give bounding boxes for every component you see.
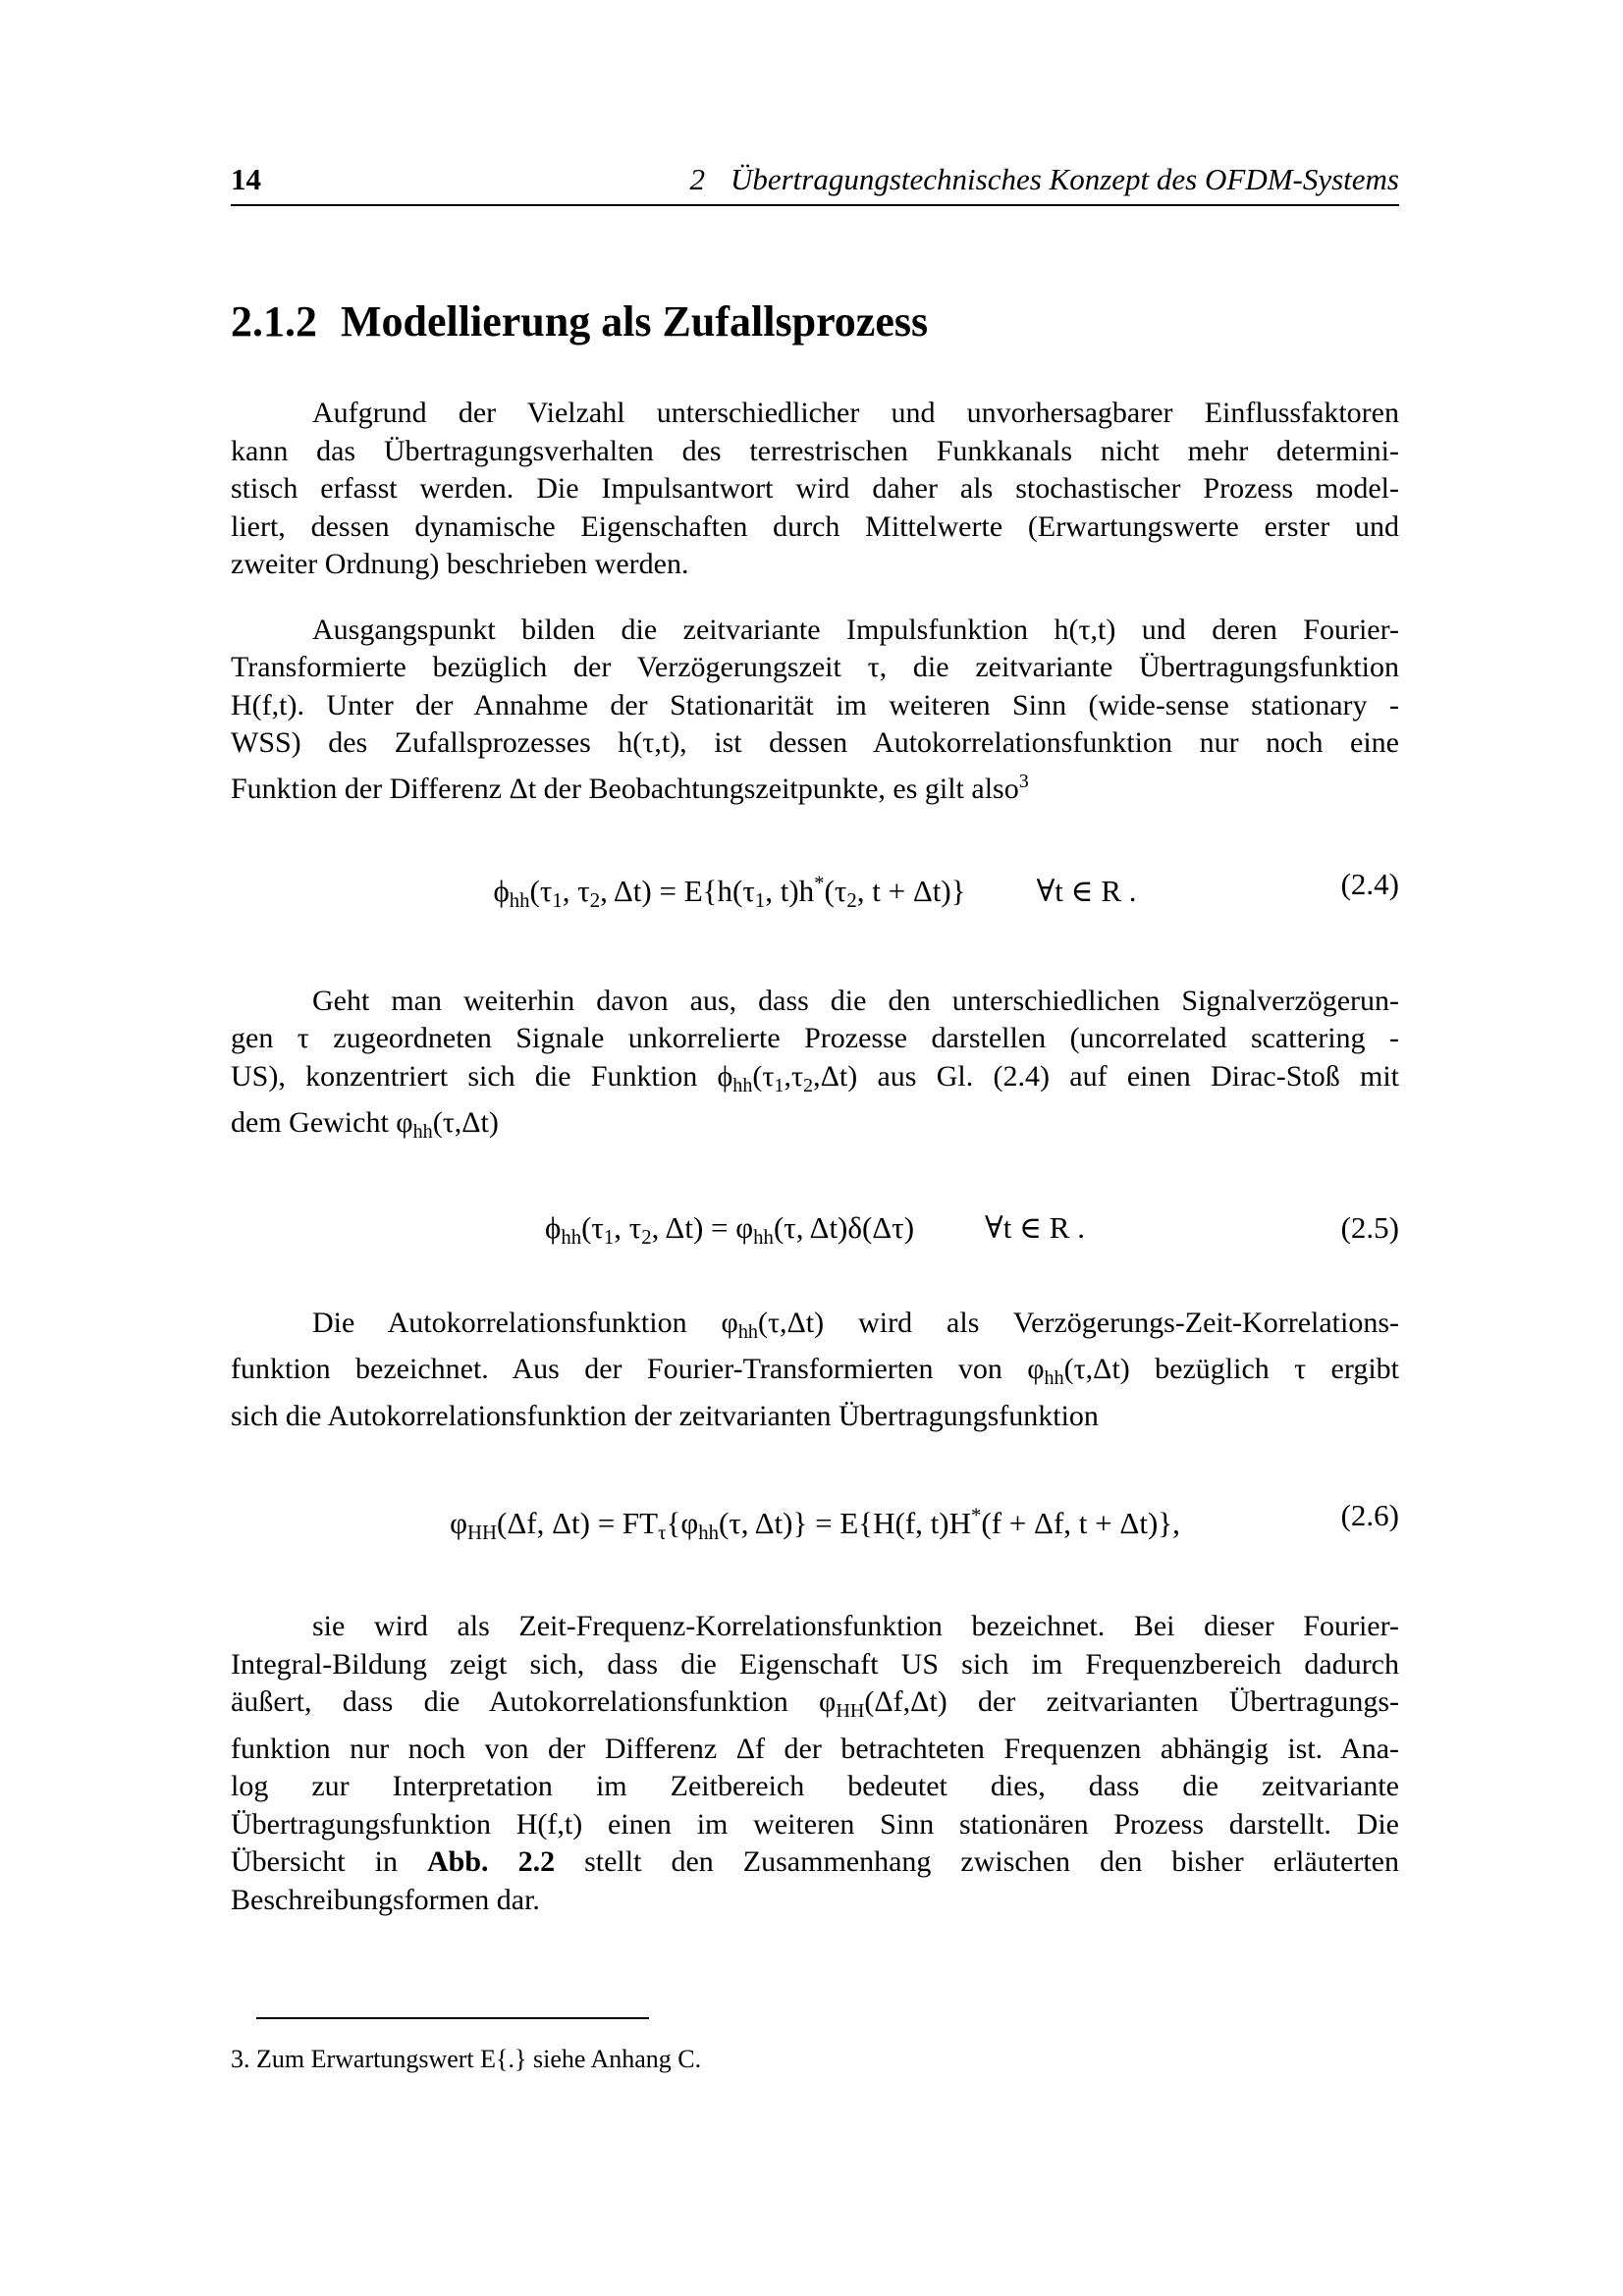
text-segment: , t)h xyxy=(765,874,815,909)
text-segment: hh xyxy=(753,1225,774,1249)
page-number: 14 xyxy=(231,162,261,196)
text-segment: Beschreibungsformen dar. xyxy=(231,1883,540,1916)
text-segment: {φ xyxy=(666,1505,699,1540)
text-line xyxy=(231,1768,1399,1806)
text-segment: ϕ xyxy=(493,874,510,909)
text-segment: , τ xyxy=(562,874,590,909)
running-head-chapter-number: 2 xyxy=(689,162,705,196)
text-segment: stellt den Zusammenhang zwischen den bisher erläuterten xyxy=(555,1845,1399,1879)
text-segment: HH xyxy=(836,1700,865,1723)
text-segment: Abb. 2.2 xyxy=(427,1845,556,1879)
text-segment: sich die Autokorrelationsfunktion der zeitvarianten Übertragungsfunktion xyxy=(231,1399,1099,1432)
equation xyxy=(231,1201,1399,1265)
text-segment: φ xyxy=(450,1505,467,1540)
text-line xyxy=(231,1882,1399,1920)
text-segment: 1 xyxy=(552,889,563,913)
equation-number: (2.6) xyxy=(1340,1498,1399,1533)
text-segment: * xyxy=(814,873,825,896)
equation-number: (2.4) xyxy=(1340,867,1399,902)
text-line xyxy=(231,612,1399,650)
text-segment: hh xyxy=(732,1074,753,1096)
text-segment: (τ xyxy=(824,874,847,909)
running-head xyxy=(689,163,1399,196)
text-segment: Geht man weiterhin davon aus, dass die den unterschiedlichen Signalverzögerun- xyxy=(312,984,1399,1017)
text-segment: Aufgrund der Vielzahl unterschiedlicher und unvorhersagbarer Einflussfaktoren xyxy=(312,397,1399,429)
text-line xyxy=(231,1058,1399,1105)
running-head-chapter-title: Übertragungstechnisches Konzept des OFDM-Systems xyxy=(730,162,1399,196)
text-segment: (τ,Δt) bezüglich τ ergibt xyxy=(1063,1353,1399,1386)
text-segment: 2 xyxy=(641,1225,652,1249)
text-line xyxy=(231,649,1399,687)
page-header xyxy=(231,163,1399,206)
text-segment: Transformierte bezüglich der Verzögerungszeit τ, die zeitvariante Übertragungsfunktion xyxy=(231,651,1399,683)
text-segment: 2 xyxy=(803,1074,814,1096)
equation-number: (2.5) xyxy=(1340,1209,1399,1245)
paragraph xyxy=(231,612,1399,809)
text-line xyxy=(231,1731,1399,1769)
text-segment: Ausgangspunkt bilden die zeitvariante Impulsfunktion h(τ,t) und deren Fourier- xyxy=(312,613,1399,646)
text-line xyxy=(231,1646,1399,1684)
text-segment: (f + Δf, t + Δt)}, xyxy=(981,1505,1180,1540)
section-heading xyxy=(231,296,1399,347)
text-segment: hh xyxy=(412,1121,433,1144)
text-segment: 1 xyxy=(754,889,766,913)
text-line xyxy=(231,1843,1399,1882)
text-segment: sie wird als Zeit-Frequenz-Korrelationsfunktion bezeichnet. Bei dieser Fourier- xyxy=(312,1610,1399,1643)
text-segment: , Δt) = φ xyxy=(651,1209,754,1245)
text-segment: hh xyxy=(698,1522,720,1545)
text-line xyxy=(231,763,1399,809)
text-segment: (τ, Δt)δ(Δτ) xyxy=(773,1209,915,1245)
text-segment: 1 xyxy=(774,1074,784,1096)
text-segment: ∀t ∈ R . xyxy=(985,1209,1085,1245)
section-number: 2.1.2 xyxy=(231,297,317,346)
text-segment: hh xyxy=(737,1320,758,1343)
text-segment: 1 xyxy=(603,1225,615,1249)
text-segment: Übertragungsfunktion H(f,t) einen im weiteren Sinn stationären Prozess darstellt. Die xyxy=(231,1807,1399,1841)
text-segment: funktion nur noch von der Differenz Δf der betrachteten Frequenzen abhängig ist. Ana- xyxy=(231,1732,1399,1765)
text-segment: (Δf, Δt) = FT xyxy=(497,1505,659,1540)
text-segment: (τ,Δt) xyxy=(432,1106,499,1140)
text-segment: US), konzentriert sich die Funktion ϕ xyxy=(231,1059,733,1093)
text-line xyxy=(231,546,1399,584)
text-segment: H(f,t). Unter der Annahme der Stationarität im weiteren Sinn (wide-sense stationary - xyxy=(231,688,1399,721)
text-segment: (τ xyxy=(529,874,553,909)
text-line xyxy=(231,395,1399,433)
text-segment: log zur Interpretation im Zeitbereich bedeutet dies, dass die zeitvariante xyxy=(231,1770,1399,1803)
equation-body xyxy=(493,873,1137,913)
text-line xyxy=(231,1608,1399,1646)
text-segment: ∀t ∈ R . xyxy=(1036,874,1137,909)
text-segment: * xyxy=(971,1504,982,1527)
text-segment: WSS) des Zufallsprozesses h(τ,t), ist dessen Autokorrelationsfunktion nur noch eine xyxy=(231,726,1399,759)
text-line xyxy=(231,1683,1399,1731)
text-segment: 2 xyxy=(589,889,601,913)
text-segment: ,Δt) aus Gl. (2.4) auf einen Dirac-Stoß mit xyxy=(813,1059,1399,1093)
text-line xyxy=(231,687,1399,725)
text-segment: gen τ zugeordneten Signale unkorrelierte Prozesse darstellen (uncorrelated scattering - xyxy=(231,1022,1399,1055)
footnote-area xyxy=(231,2017,1399,2075)
section-title: Modellierung als Zufallsprozess xyxy=(341,297,929,346)
text-segment: liert, dessen dynamische Eigenschaften durch Mittelwerte (Erwartungswerte erster und xyxy=(231,509,1399,543)
text-segment: , Δt) = E{h(τ xyxy=(600,874,755,909)
text-line xyxy=(231,1104,1399,1151)
text-segment: Funktion der Differenz Δt der Beobachtungszeitpunkte, es gilt also xyxy=(231,772,1019,805)
footnote-separator xyxy=(256,2017,649,2019)
text-segment: (τ xyxy=(752,1059,775,1093)
text-segment: zweiter Ordnung) beschrieben werden. xyxy=(231,548,689,580)
text-line xyxy=(231,1351,1399,1398)
paragraph xyxy=(231,395,1399,584)
text-segment: funktion bezeichnet. Aus der Fourier-Transformierten von φ xyxy=(231,1353,1045,1386)
text-line xyxy=(231,433,1399,471)
text-segment: ,τ xyxy=(784,1059,804,1093)
text-segment: (τ, Δt)} = E{H(f, t)H xyxy=(719,1505,972,1540)
text-segment: dem Gewicht φ xyxy=(231,1106,413,1140)
text-line xyxy=(231,508,1399,547)
text-segment: hh xyxy=(509,889,530,913)
text-segment: (Δf,Δt) der zeitvarianten Übertragungs- xyxy=(864,1685,1399,1719)
equation-body xyxy=(545,1209,1085,1249)
text-segment: HH xyxy=(467,1522,497,1545)
text-line xyxy=(231,1020,1399,1058)
text-line xyxy=(231,470,1399,508)
text-segment: Integral-Bildung zeigt sich, dass die Eigenschaft US sich im Frequenzbereich dadurch xyxy=(231,1647,1399,1681)
text-line xyxy=(231,983,1399,1021)
text-segment: τ xyxy=(658,1522,667,1545)
text-segment: kann das Übertragungsverhalten des terrestrischen Funkkanals nicht mehr determini- xyxy=(231,434,1399,467)
text-segment: 3 xyxy=(1018,770,1029,792)
text-segment: hh xyxy=(1044,1367,1064,1390)
text-segment: äußert, dass die Autokorrelationsfunktion φ xyxy=(231,1685,837,1719)
text-line xyxy=(231,1806,1399,1844)
text-segment: Die Autokorrelationsfunktion φ xyxy=(312,1306,738,1339)
text-segment: , τ xyxy=(614,1209,642,1245)
text-segment: 2 xyxy=(846,889,857,913)
equation xyxy=(231,857,1399,930)
paragraph xyxy=(231,983,1399,1151)
text-segment: hh xyxy=(561,1225,582,1249)
body-content xyxy=(231,395,1399,1919)
text-line xyxy=(231,724,1399,763)
text-segment: stisch erfasst werden. Die Impulsantwort wird daher als stochastischer Prozess model- xyxy=(231,472,1399,505)
text-segment: Übersicht in xyxy=(231,1845,428,1879)
equation-body xyxy=(450,1504,1180,1545)
text-segment: (τ xyxy=(581,1209,604,1245)
text-segment: , t + Δt)} xyxy=(856,874,966,909)
text-line xyxy=(231,1305,1399,1352)
text-line xyxy=(231,1398,1399,1436)
equation xyxy=(231,1488,1399,1561)
footnote-text: 3. Zum Erwartungswert E{.} siehe Anhang C. xyxy=(231,2045,702,2073)
text-segment: ϕ xyxy=(545,1209,562,1245)
paragraph xyxy=(231,1608,1399,1919)
paragraph xyxy=(231,1305,1399,1436)
text-segment: (τ,Δt) wird als Verzögerungs-Zeit-Korrelations- xyxy=(757,1306,1399,1339)
